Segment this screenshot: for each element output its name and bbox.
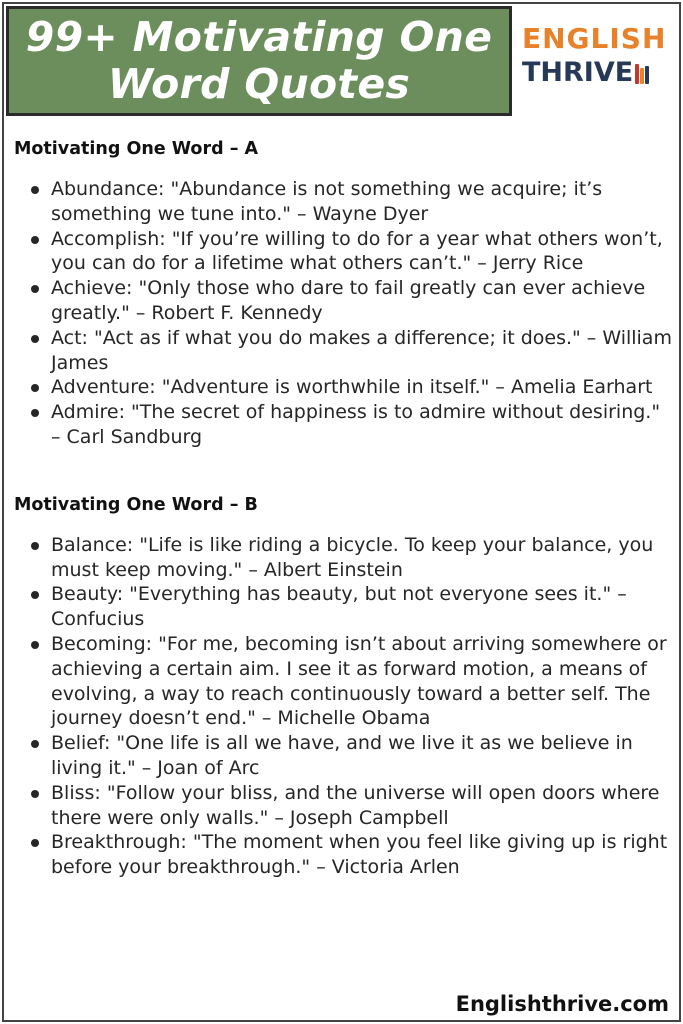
quote-list-b [14, 533, 674, 880]
list-item: Balance: "Life is like riding a bicycle. To keep your balance, you must keep moving." – Albert Einstein [14, 533, 674, 583]
logo-text-thrive-row [522, 56, 672, 90]
list-item: Becoming: "For me, becoming isn’t about arriving somewhere or achieving a certain aim. I see it as forward motion, a means of evolving, a way to reach continuously toward a better self. The journey doesn’t end." – Michelle Obama [14, 632, 674, 731]
logo-text-english: ENGLISH [522, 22, 667, 55]
list-item: Adventure: "Adventure is worthwhile in itself." – Amelia Earhart [14, 375, 674, 400]
section-title-a: Motivating One Word – A [14, 139, 259, 159]
list-item: Belief: "One life is all we have, and we live it as we believe in living it." – Joan of Arc [14, 731, 674, 781]
list-item: Beauty: "Everything has beauty, but not everyone sees it." – Confucius [14, 582, 674, 632]
footer-site-link[interactable]: Englishthrive.com [455, 992, 669, 1016]
page-title [26, 14, 492, 108]
list-item: Accomplish: "If you’re willing to do for a year what others won’t, you can do for a lifetime what others can’t." – Jerry Rice [14, 227, 674, 277]
main-content [14, 137, 674, 880]
english-thrive-logo [522, 22, 672, 90]
section-a [14, 137, 674, 450]
quote-list-a [14, 177, 674, 450]
title-line-2: Word Quotes [107, 60, 411, 108]
list-item: Admire: "The secret of happiness is to admire without desiring." – Carl Sandburg [14, 400, 674, 450]
list-item: Bliss: "Follow your bliss, and the universe will open doors where there were only walls." – Joseph Campbell [14, 781, 674, 831]
title-line-1: 99+ Motivating One [25, 13, 493, 61]
list-item: Breakthrough: "The moment when you feel like giving up is right before your breakthrough." – Victoria Arlen [14, 830, 674, 880]
list-item: Achieve: "Only those who dare to fail greatly can ever achieve greatly." – Robert F. Kennedy [14, 276, 674, 326]
books-icon [635, 62, 650, 84]
title-banner [6, 6, 512, 116]
section-b [14, 493, 674, 880]
list-item: Act: "Act as if what you do makes a difference; it does." – William James [14, 326, 674, 376]
logo-text-thrive: THRIVE [522, 57, 634, 88]
list-item: Abundance: "Abundance is not something we acquire; it’s something we tune into." – Wayne Dyer [14, 177, 674, 227]
section-title-b: Motivating One Word – B [14, 494, 258, 515]
